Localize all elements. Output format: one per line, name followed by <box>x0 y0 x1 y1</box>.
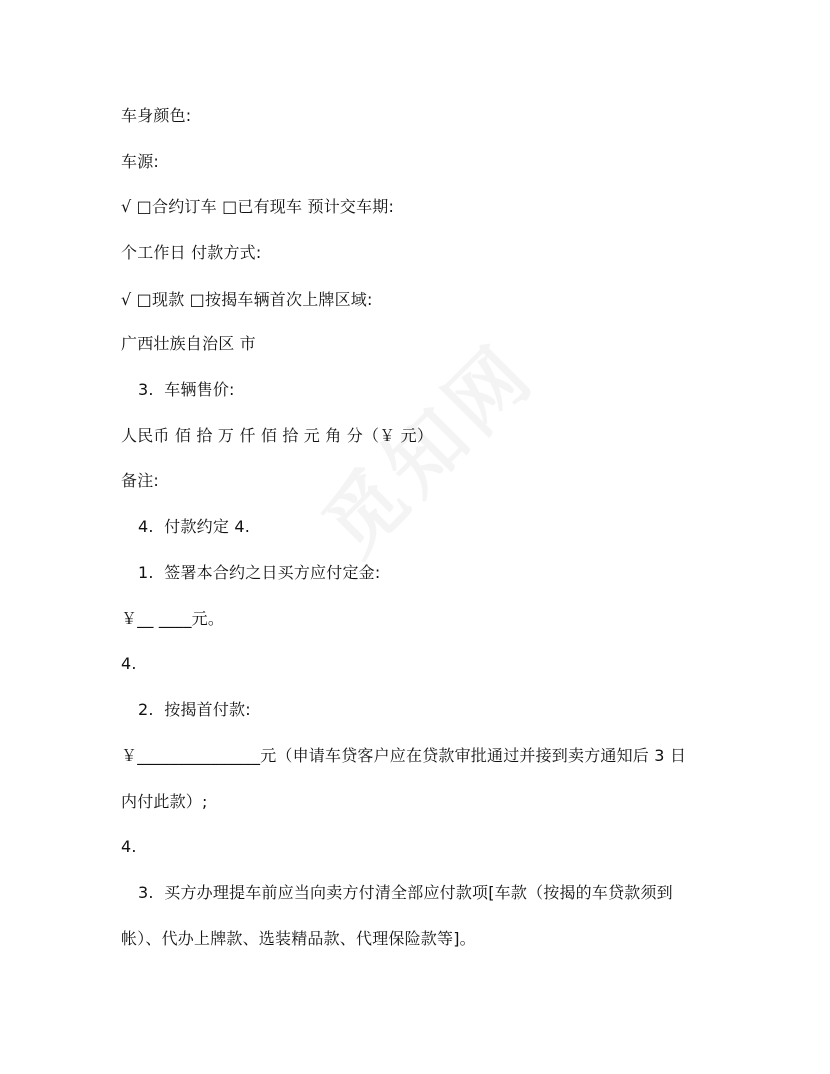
field-body-color: 车身颜色: <box>121 106 192 125</box>
deposit-clause: 1. 签署本合约之日买方应付定金: <box>138 563 381 582</box>
down-payment-clause: 2. 按揭首付款: <box>138 700 251 719</box>
remarks-label: 备注: <box>121 471 159 490</box>
registration-region: 广西壮族自治区 市 <box>121 334 256 353</box>
deposit-amount: ￥__ ____元。 <box>121 609 225 628</box>
payment-method-line: 个工作日 付款方式: <box>121 243 262 262</box>
full-payment-clause-cont: 帐）、代办上牌款、选装精品款、代理保险款等]。 <box>121 929 476 948</box>
payment-options: √ □现款 □按揭车辆首次上牌区域: <box>121 290 373 309</box>
watermark <box>306 326 553 573</box>
section-payment-terms: 4. 付款约定 4. <box>138 517 250 536</box>
field-car-source: 车源: <box>121 152 159 171</box>
full-payment-clause: 3. 买方办理提车前应当向卖方付清全部应付款项[车款（按揭的车贷款须到 <box>138 883 673 902</box>
price-in-words: 人民币 佰 拾 万 仟 佰 拾 元 角 分（￥ 元） <box>121 426 434 445</box>
car-source-options: √ □合约订车 □已有现车 预计交车期: <box>121 197 395 216</box>
clause-number: 4. <box>121 654 137 673</box>
down-payment-amount-cont: 内付此款）; <box>121 792 208 811</box>
down-payment-amount: ￥_______________元（申请车贷客户应在贷款审批通过并接到卖方通知后 3 日 <box>121 746 687 765</box>
clause-number: 4. <box>121 837 137 856</box>
section-vehicle-price: 3. 车辆售价: <box>138 380 235 399</box>
